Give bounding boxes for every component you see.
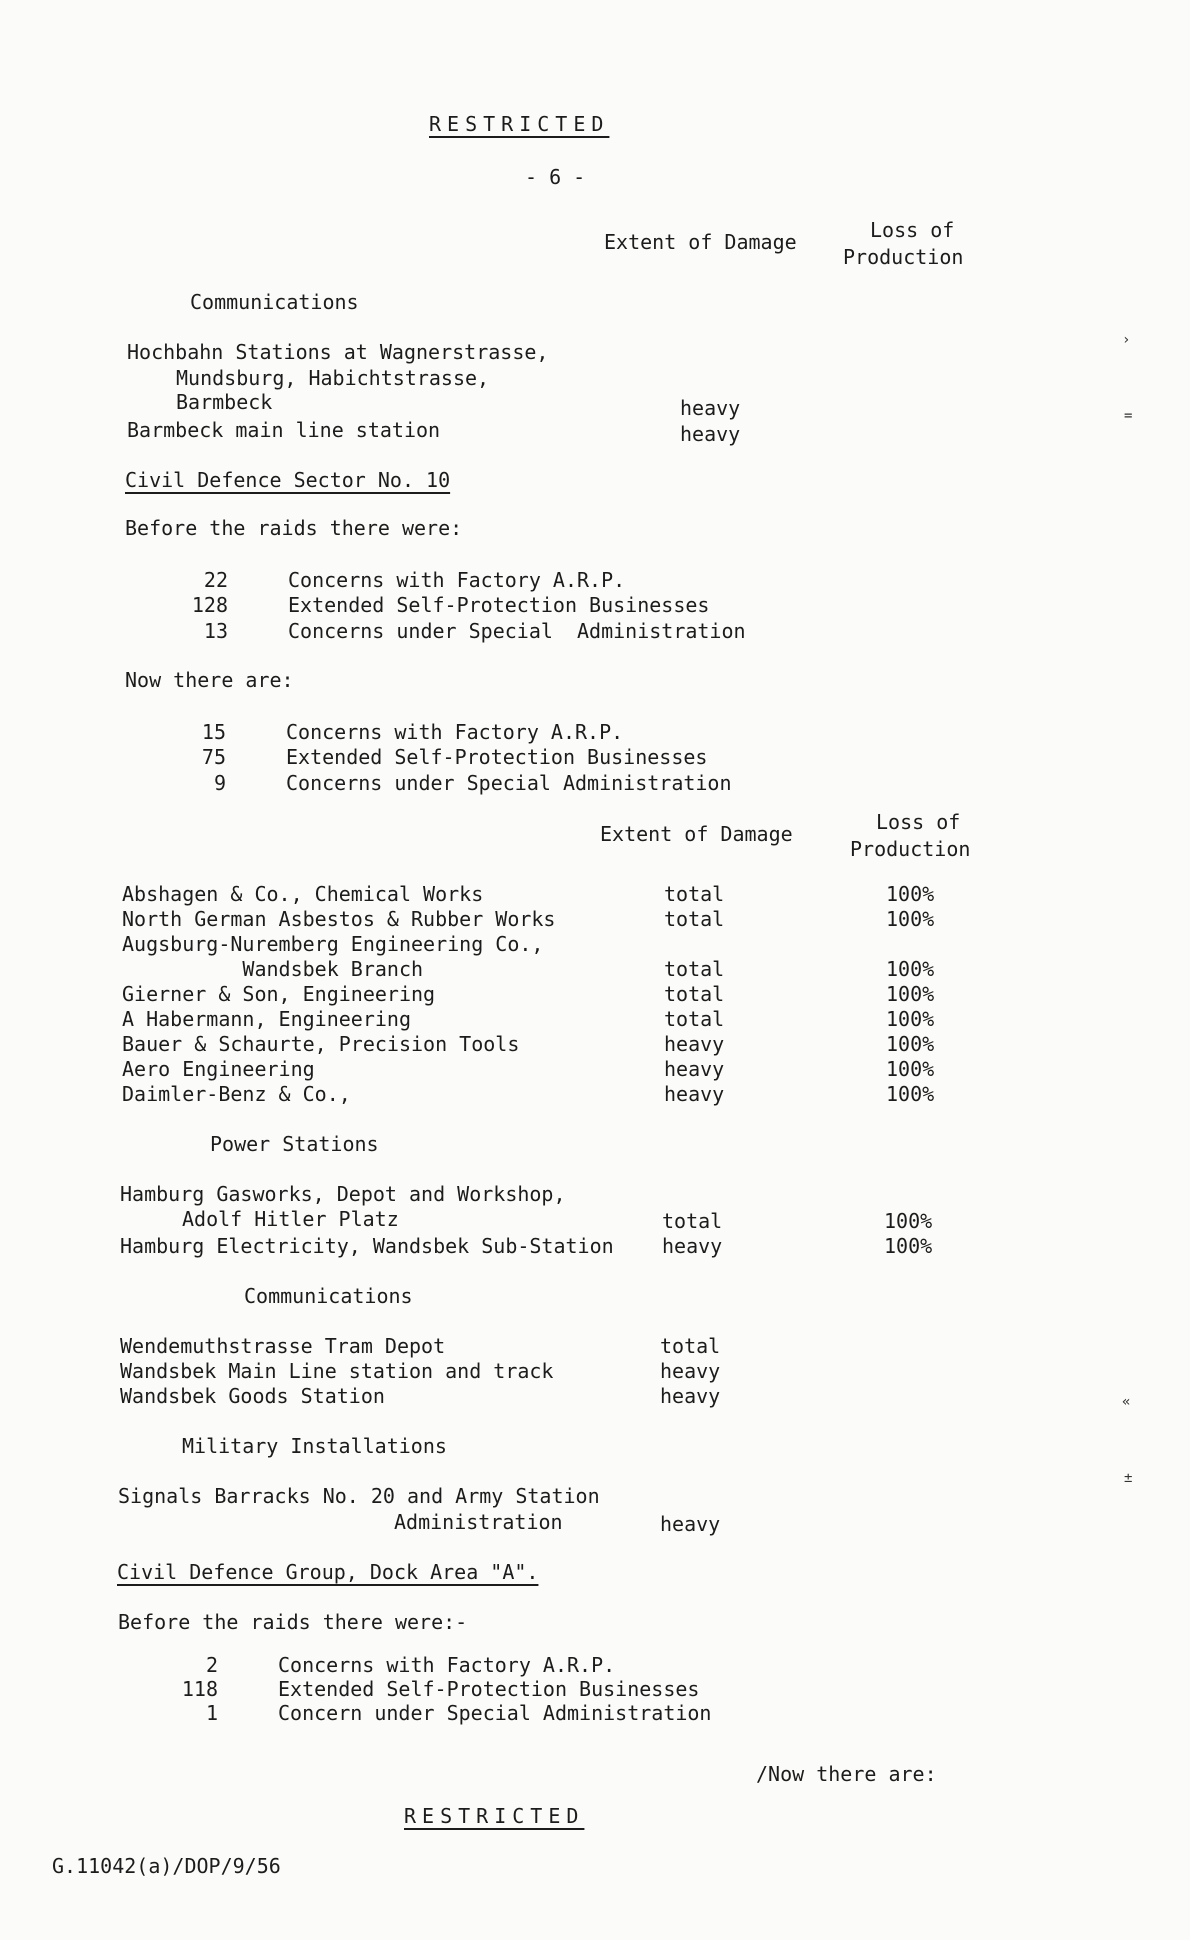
count-label: Concerns with Factory A.R.P.	[288, 568, 626, 592]
margin-mark: =	[1124, 408, 1133, 424]
entry-name: Wandsbek Goods Station	[120, 1384, 385, 1408]
reference-number: G.11042(a)/DOP/9/56	[52, 1854, 281, 1878]
count: 15	[201, 720, 226, 744]
entry-name-cont: Adolf Hitler Platz	[182, 1207, 399, 1231]
entry-name-cont: Administration	[394, 1510, 563, 1534]
works-name: Gierner & Son, Engineering	[122, 982, 436, 1006]
works-name: A Habermann, Engineering	[122, 1007, 411, 1031]
entry-name-cont: Mundsburg, Habichtstrasse,	[176, 366, 490, 390]
works-name: Wandsbek Branch	[122, 957, 424, 981]
count-label: Concern under Special Administration	[278, 1701, 712, 1725]
count-label: Concerns under Special Administration	[288, 619, 746, 643]
col-header-damage: Extent of Damage	[604, 230, 797, 254]
count: 2	[205, 1653, 218, 1677]
count: 22	[203, 568, 228, 592]
count-label: Concerns under Special Administration	[286, 771, 732, 795]
group-title: Civil Defence Group, Dock Area "A".	[117, 1560, 539, 1584]
works-name: North German Asbestos & Rubber Works	[122, 907, 556, 931]
entry-name-cont: Barmbeck	[176, 390, 273, 414]
classification-footer: RESTRICTED	[404, 1804, 585, 1828]
works-loss: 100%	[886, 1032, 935, 1056]
classification-header: RESTRICTED	[429, 112, 610, 136]
count-label: Extended Self-Protection Businesses	[278, 1677, 700, 1701]
entry-damage: heavy	[660, 1359, 721, 1383]
entry-name: Barmbeck main line station	[127, 418, 441, 442]
section-heading-military: Military Installations	[182, 1434, 447, 1458]
page-number: - 6 -	[525, 165, 586, 189]
works-loss: 100%	[886, 957, 935, 981]
count: 75	[201, 745, 226, 769]
entry-damage: heavy	[660, 1512, 721, 1536]
margin-mark: «	[1122, 1394, 1131, 1410]
entry-loss: 100%	[884, 1234, 933, 1258]
section-heading-power: Power Stations	[210, 1132, 379, 1156]
entry-name: Hochbahn Stations at Wagnerstrasse,	[127, 340, 549, 364]
col-header-loss-line1: Loss of	[876, 810, 961, 834]
entry-damage: heavy	[680, 396, 741, 420]
margin-mark: ±	[1124, 1470, 1133, 1486]
before-label: Before the raids there were:	[125, 516, 463, 540]
works-loss: 100%	[886, 982, 935, 1006]
works-damage: total	[664, 957, 725, 981]
entry-name: Signals Barracks No. 20 and Army Station	[118, 1484, 600, 1508]
works-loss: 100%	[886, 882, 935, 906]
count-label: Extended Self-Protection Businesses	[286, 745, 708, 769]
count: 1	[205, 1701, 218, 1725]
now-label: Now there are:	[125, 668, 294, 692]
count: 13	[203, 619, 228, 643]
works-name: Daimler-Benz & Co.,	[122, 1082, 351, 1106]
col-header-loss-line2: Production	[850, 837, 971, 861]
works-name: Abshagen & Co., Chemical Works	[122, 882, 484, 906]
margin-mark: ›	[1122, 332, 1131, 348]
entry-damage: total	[660, 1334, 721, 1358]
catchword: /Now there are:	[756, 1762, 937, 1786]
works-name: Aero Engineering	[122, 1057, 315, 1081]
entry-name: Hamburg Electricity, Wandsbek Sub-Station	[120, 1234, 614, 1258]
entry-damage: heavy	[662, 1234, 723, 1258]
count-label: Concerns with Factory A.R.P.	[286, 720, 624, 744]
works-loss: 100%	[886, 1007, 935, 1031]
entry-name: Wendemuthstrasse Tram Depot	[120, 1334, 446, 1358]
works-loss: 100%	[886, 1057, 935, 1081]
sector-title: Civil Defence Sector No. 10	[125, 468, 451, 492]
works-damage: total	[664, 907, 725, 931]
works-name: Augsburg-Nuremberg Engineering Co.,	[122, 932, 544, 956]
entry-name: Wandsbek Main Line station and track	[120, 1359, 554, 1383]
entry-damage: heavy	[660, 1384, 721, 1408]
count-label: Concerns with Factory A.R.P.	[278, 1653, 616, 1677]
col-header-damage: Extent of Damage	[600, 822, 793, 846]
works-damage: heavy	[664, 1082, 725, 1106]
works-damage: heavy	[664, 1057, 725, 1081]
col-header-loss-line2: Production	[843, 245, 964, 269]
works-damage: total	[664, 882, 725, 906]
works-damage: heavy	[664, 1032, 725, 1056]
section-heading-communications: Communications	[244, 1284, 413, 1308]
entry-name: Hamburg Gasworks, Depot and Workshop,	[120, 1182, 566, 1206]
works-damage: total	[664, 982, 725, 1006]
col-header-loss-line1: Loss of	[870, 218, 955, 242]
count: 9	[213, 771, 226, 795]
entry-damage: total	[662, 1209, 723, 1233]
before-label: Before the raids there were:-	[118, 1610, 468, 1634]
works-damage: total	[664, 1007, 725, 1031]
count: 118	[181, 1677, 218, 1701]
works-name: Bauer & Schaurte, Precision Tools	[122, 1032, 520, 1056]
entry-damage: heavy	[680, 422, 741, 446]
entry-loss: 100%	[884, 1209, 933, 1233]
count: 128	[191, 593, 228, 617]
works-loss: 100%	[886, 907, 935, 931]
count-label: Extended Self-Protection Businesses	[288, 593, 710, 617]
works-loss: 100%	[886, 1082, 935, 1106]
section-heading-communications: Communications	[190, 290, 359, 314]
